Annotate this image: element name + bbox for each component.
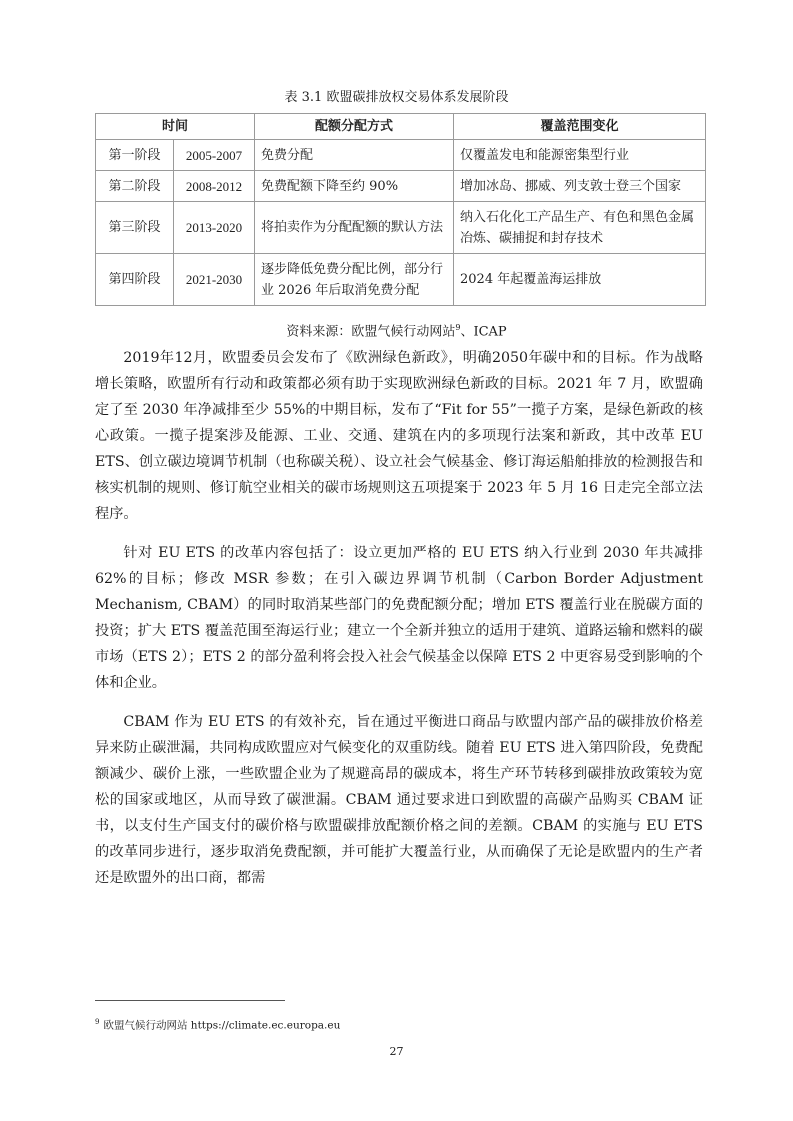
table-row <box>96 202 706 254</box>
allocation-cell: 逐步降低免费分配比例，部分行业 2026 年后取消免费分配 <box>255 254 454 306</box>
years-cell: 2005-2007 <box>174 140 255 171</box>
table-row <box>96 254 706 306</box>
table-row <box>96 140 706 171</box>
stage-cell: 第四阶段 <box>96 254 174 306</box>
coverage-cell: 2024 年起覆盖海运排放 <box>454 254 706 306</box>
paragraph: 2019年12月，欧盟委员会发布了《欧洲绿色新政》，明确2050年碳中和的目标。作为战略增长策略，欧盟所有行动和政策都必须有助于实现欧洲绿色新政的目标。2021 年 7 月，欧盟确定了至 2030 年净减排至少 55%的中期目标，发布了“Fit for 55”一揽子方案，是绿色新政的核心政策。一揽子提案涉及能源、工业、交通、建筑在内的多项现行法案和新政，其中改革 EU ETS、创立碳边境调节机制（也称碳关税）、设立社会气候基金、修订海运船舶排放的检测报告和核实机制的规则、修订航空业相关的碳市场规则这五项提案于 2023 年 5 月 16 日走完全部立法程序。 <box>95 350 703 522</box>
footnote-divider <box>95 1000 285 1001</box>
coverage-cell: 增加冰岛、挪威、列支敦士登三个国家 <box>454 171 706 202</box>
coverage-cell: 仅覆盖发电和能源密集型行业 <box>454 140 706 171</box>
table-header-row <box>96 114 706 140</box>
source-suffix: 、ICAP <box>460 324 507 340</box>
page-number: 27 <box>389 1045 404 1058</box>
stage-cell: 第一阶段 <box>96 140 174 171</box>
footnote-mark: 9 <box>95 1018 100 1026</box>
coverage-cell: 纳入石化化工产品生产、有色和黑色金属冶炼、碳捕捉和封存技术 <box>454 202 706 254</box>
header-coverage: 覆盖范围变化 <box>454 114 706 140</box>
source-text: 资料来源：欧盟气候行动网站 <box>286 324 456 340</box>
allocation-cell: 免费配额下降至约 90% <box>255 171 454 202</box>
footnote-text: 欧盟气候行动网站 https://climate.ec.europa.eu <box>103 1019 341 1032</box>
years-cell: 2008-2012 <box>174 171 255 202</box>
allocation-cell: 将拍卖作为分配配额的默认方法 <box>255 202 454 254</box>
header-allocation: 配额分配方式 <box>255 114 454 140</box>
footnote-ref: 9 <box>455 323 461 332</box>
table-source <box>0 318 793 342</box>
body-text <box>95 345 703 904</box>
footnote <box>95 1014 340 1034</box>
allocation-cell: 免费分配 <box>255 140 454 171</box>
table-caption: 表 3.1 欧盟碳排放权交易体系发展阶段 <box>284 90 509 105</box>
paragraph: 针对 EU ETS 的改革内容包括了：设立更加严格的 EU ETS 纳入行业到 2030 年共减排 62%的目标；修改 MSR 参数；在引入碳边界调节机制（Carbon Border Adjustment Mechanism, CBAM）的同时取消某些部门的免费配额分配；增加 ETS 覆盖行业在脱碳方面的投资；扩大 ETS 覆盖范围至海运行业；建立一个全新并独立的适用于建筑、道路运输和燃料的碳市场（ETS 2）；ETS 2 的部分盈利将会投入社会气候基金以保障 ETS 2 中更容易受到影响的个体和企业。 <box>95 545 703 691</box>
years-cell: 2021-2030 <box>174 254 255 306</box>
stage-cell: 第三阶段 <box>96 202 174 254</box>
header-time: 时间 <box>96 114 255 140</box>
paragraph: CBAM 作为 EU ETS 的有效补充，旨在通过平衡进口商品与欧盟内部产品的碳排放价格差异来防止碳泄漏，共同构成欧盟应对气候变化的双重防线。随着 EU ETS 进入第四阶段，免费配额减少、碳价上涨，一些欧盟企业为了规避高昂的碳成本，将生产环节转移到碳排放政策较为宽松的国家或地区，从而导致了碳泄漏。CBAM 通过要求进口到欧盟的高碳产品购买 CBAM 证书，以支付生产国支付的碳价格与欧盟碳排放配额价格之间的差额。CBAM 的实施与 EU ETS 的改革同步进行，逐步取消免费配额，并可能扩大覆盖行业，从而确保了无论是欧盟内的生产者还是欧盟外的出口商，都需 <box>95 714 703 886</box>
stage-cell: 第二阶段 <box>96 171 174 202</box>
eu-ets-phases-table <box>95 113 706 306</box>
table-row <box>96 171 706 202</box>
years-cell: 2013-2020 <box>174 202 255 254</box>
